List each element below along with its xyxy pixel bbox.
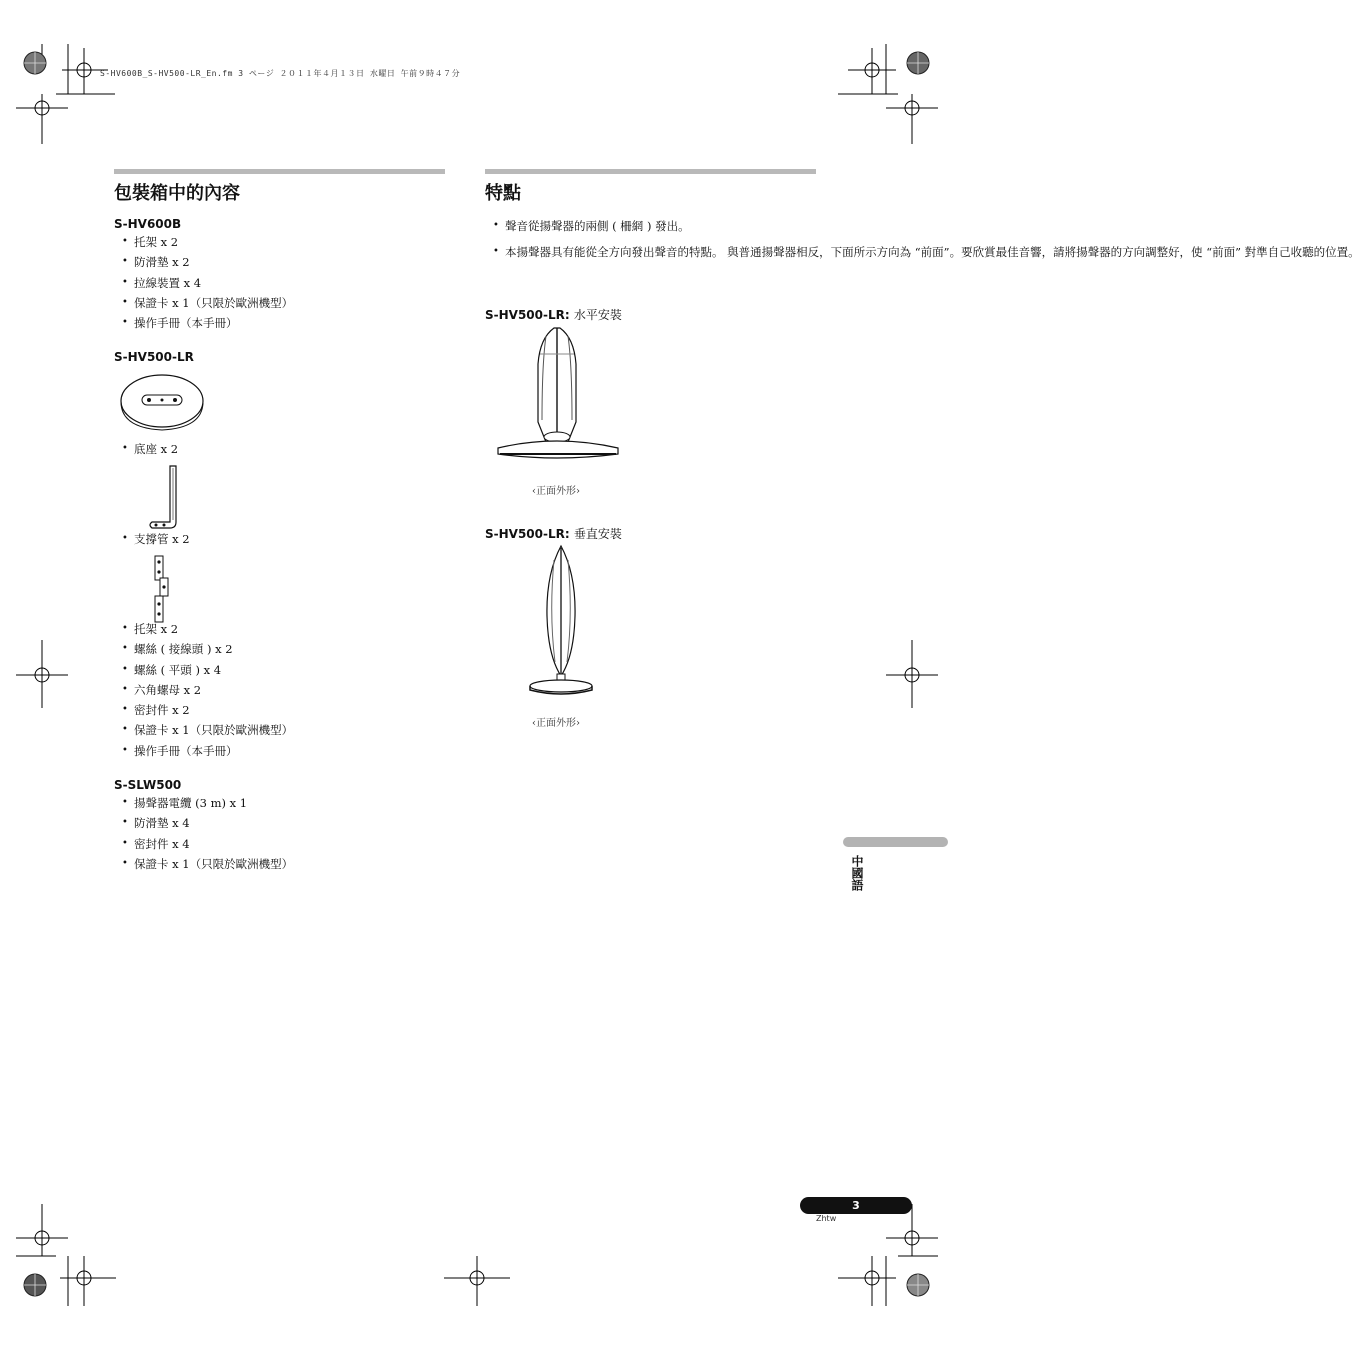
page-number: 3 bbox=[800, 1197, 912, 1214]
list-item: • 保證卡 x 1（只限於歐洲機型） bbox=[114, 293, 293, 313]
section-rule-right bbox=[485, 169, 816, 174]
list-item: • 密封件 x 2 bbox=[114, 700, 293, 720]
list-item: • 密封件 x 4 bbox=[114, 834, 293, 854]
list-item: • 拉線裝置 x 4 bbox=[114, 273, 293, 293]
base-item-list bbox=[114, 439, 178, 459]
support-pipe-illustration bbox=[144, 462, 184, 530]
section-title-features: 特點 bbox=[485, 183, 521, 204]
list-item: • 六角螺母 x 2 bbox=[114, 680, 293, 700]
language-tab-label: 中國語 bbox=[850, 855, 864, 891]
list-item: • 支撐管 x 2 bbox=[114, 529, 190, 549]
model-heading-slw500: S-SLW500 bbox=[114, 778, 182, 792]
list-item: • 操作手冊（本手冊） bbox=[114, 741, 293, 761]
list-item: • 螺絲 ( 平頭 ) x 4 bbox=[114, 660, 293, 680]
section-rule-left bbox=[114, 169, 445, 174]
model-label: S-HV500-LR: bbox=[485, 308, 570, 322]
list-item: • 本揚聲器具有能從全方向發出聲音的特點。 與普通揚聲器相反，下面所示方向為 “前面”。要欣賞最佳音響，請將揚聲器的方向調整好，使 “前面” 對準自己收聽的位置。 bbox=[485, 242, 818, 262]
model-heading-hv600b: S-HV600B bbox=[114, 217, 182, 231]
base-illustration bbox=[118, 370, 208, 430]
list-item: • 聲音從揚聲器的兩側 ( 柵網 ) 發出。 bbox=[485, 216, 818, 236]
speaker-horizontal-illustration bbox=[496, 324, 620, 462]
list-item: • 操作手冊（本手冊） bbox=[114, 313, 293, 333]
list-item: • 保證卡 x 1（只限於歐洲機型） bbox=[114, 854, 293, 874]
install-label: 垂直安裝 bbox=[573, 527, 622, 541]
figure-caption-horizontal: ‹正面外形› bbox=[532, 486, 580, 497]
list-item: • 托架 x 2 bbox=[114, 619, 293, 639]
hv600b-item-list bbox=[114, 232, 293, 333]
list-item: • 底座 x 2 bbox=[114, 439, 178, 459]
list-item: • 揚聲器電纜 (3 m) x 1 bbox=[114, 793, 293, 813]
figure-caption-vertical: ‹正面外形› bbox=[532, 718, 580, 729]
language-code: Zhtw bbox=[816, 1214, 837, 1223]
heading-vertical-install bbox=[485, 525, 622, 542]
list-item: • 托架 x 2 bbox=[114, 232, 293, 252]
pipe-item-list bbox=[114, 529, 190, 549]
file-header-line: S-HV600B_S-HV500-LR_En.fm 3 ページ ２０１１年４月１３日 水曜日 午前９時４７分 bbox=[100, 69, 461, 78]
install-label: 水平安裝 bbox=[573, 308, 622, 322]
section-title-contents: 包裝箱中的內容 bbox=[114, 183, 240, 204]
list-item: • 防滑墊 x 4 bbox=[114, 813, 293, 833]
heading-horizontal-install bbox=[485, 306, 622, 323]
slw500-item-list bbox=[114, 793, 293, 874]
hv500-item-list bbox=[114, 619, 293, 761]
speaker-vertical-illustration bbox=[526, 544, 596, 698]
list-item: • 保證卡 x 1（只限於歐洲機型） bbox=[114, 720, 293, 740]
language-tab bbox=[843, 837, 948, 847]
bracket-illustration bbox=[152, 554, 176, 624]
list-item: • 防滑墊 x 2 bbox=[114, 252, 293, 272]
list-item: • 螺絲 ( 接線頭 ) x 2 bbox=[114, 639, 293, 659]
feature-list bbox=[485, 216, 1360, 269]
model-heading-hv500: S-HV500-LR bbox=[114, 350, 194, 364]
model-label: S-HV500-LR: bbox=[485, 527, 570, 541]
